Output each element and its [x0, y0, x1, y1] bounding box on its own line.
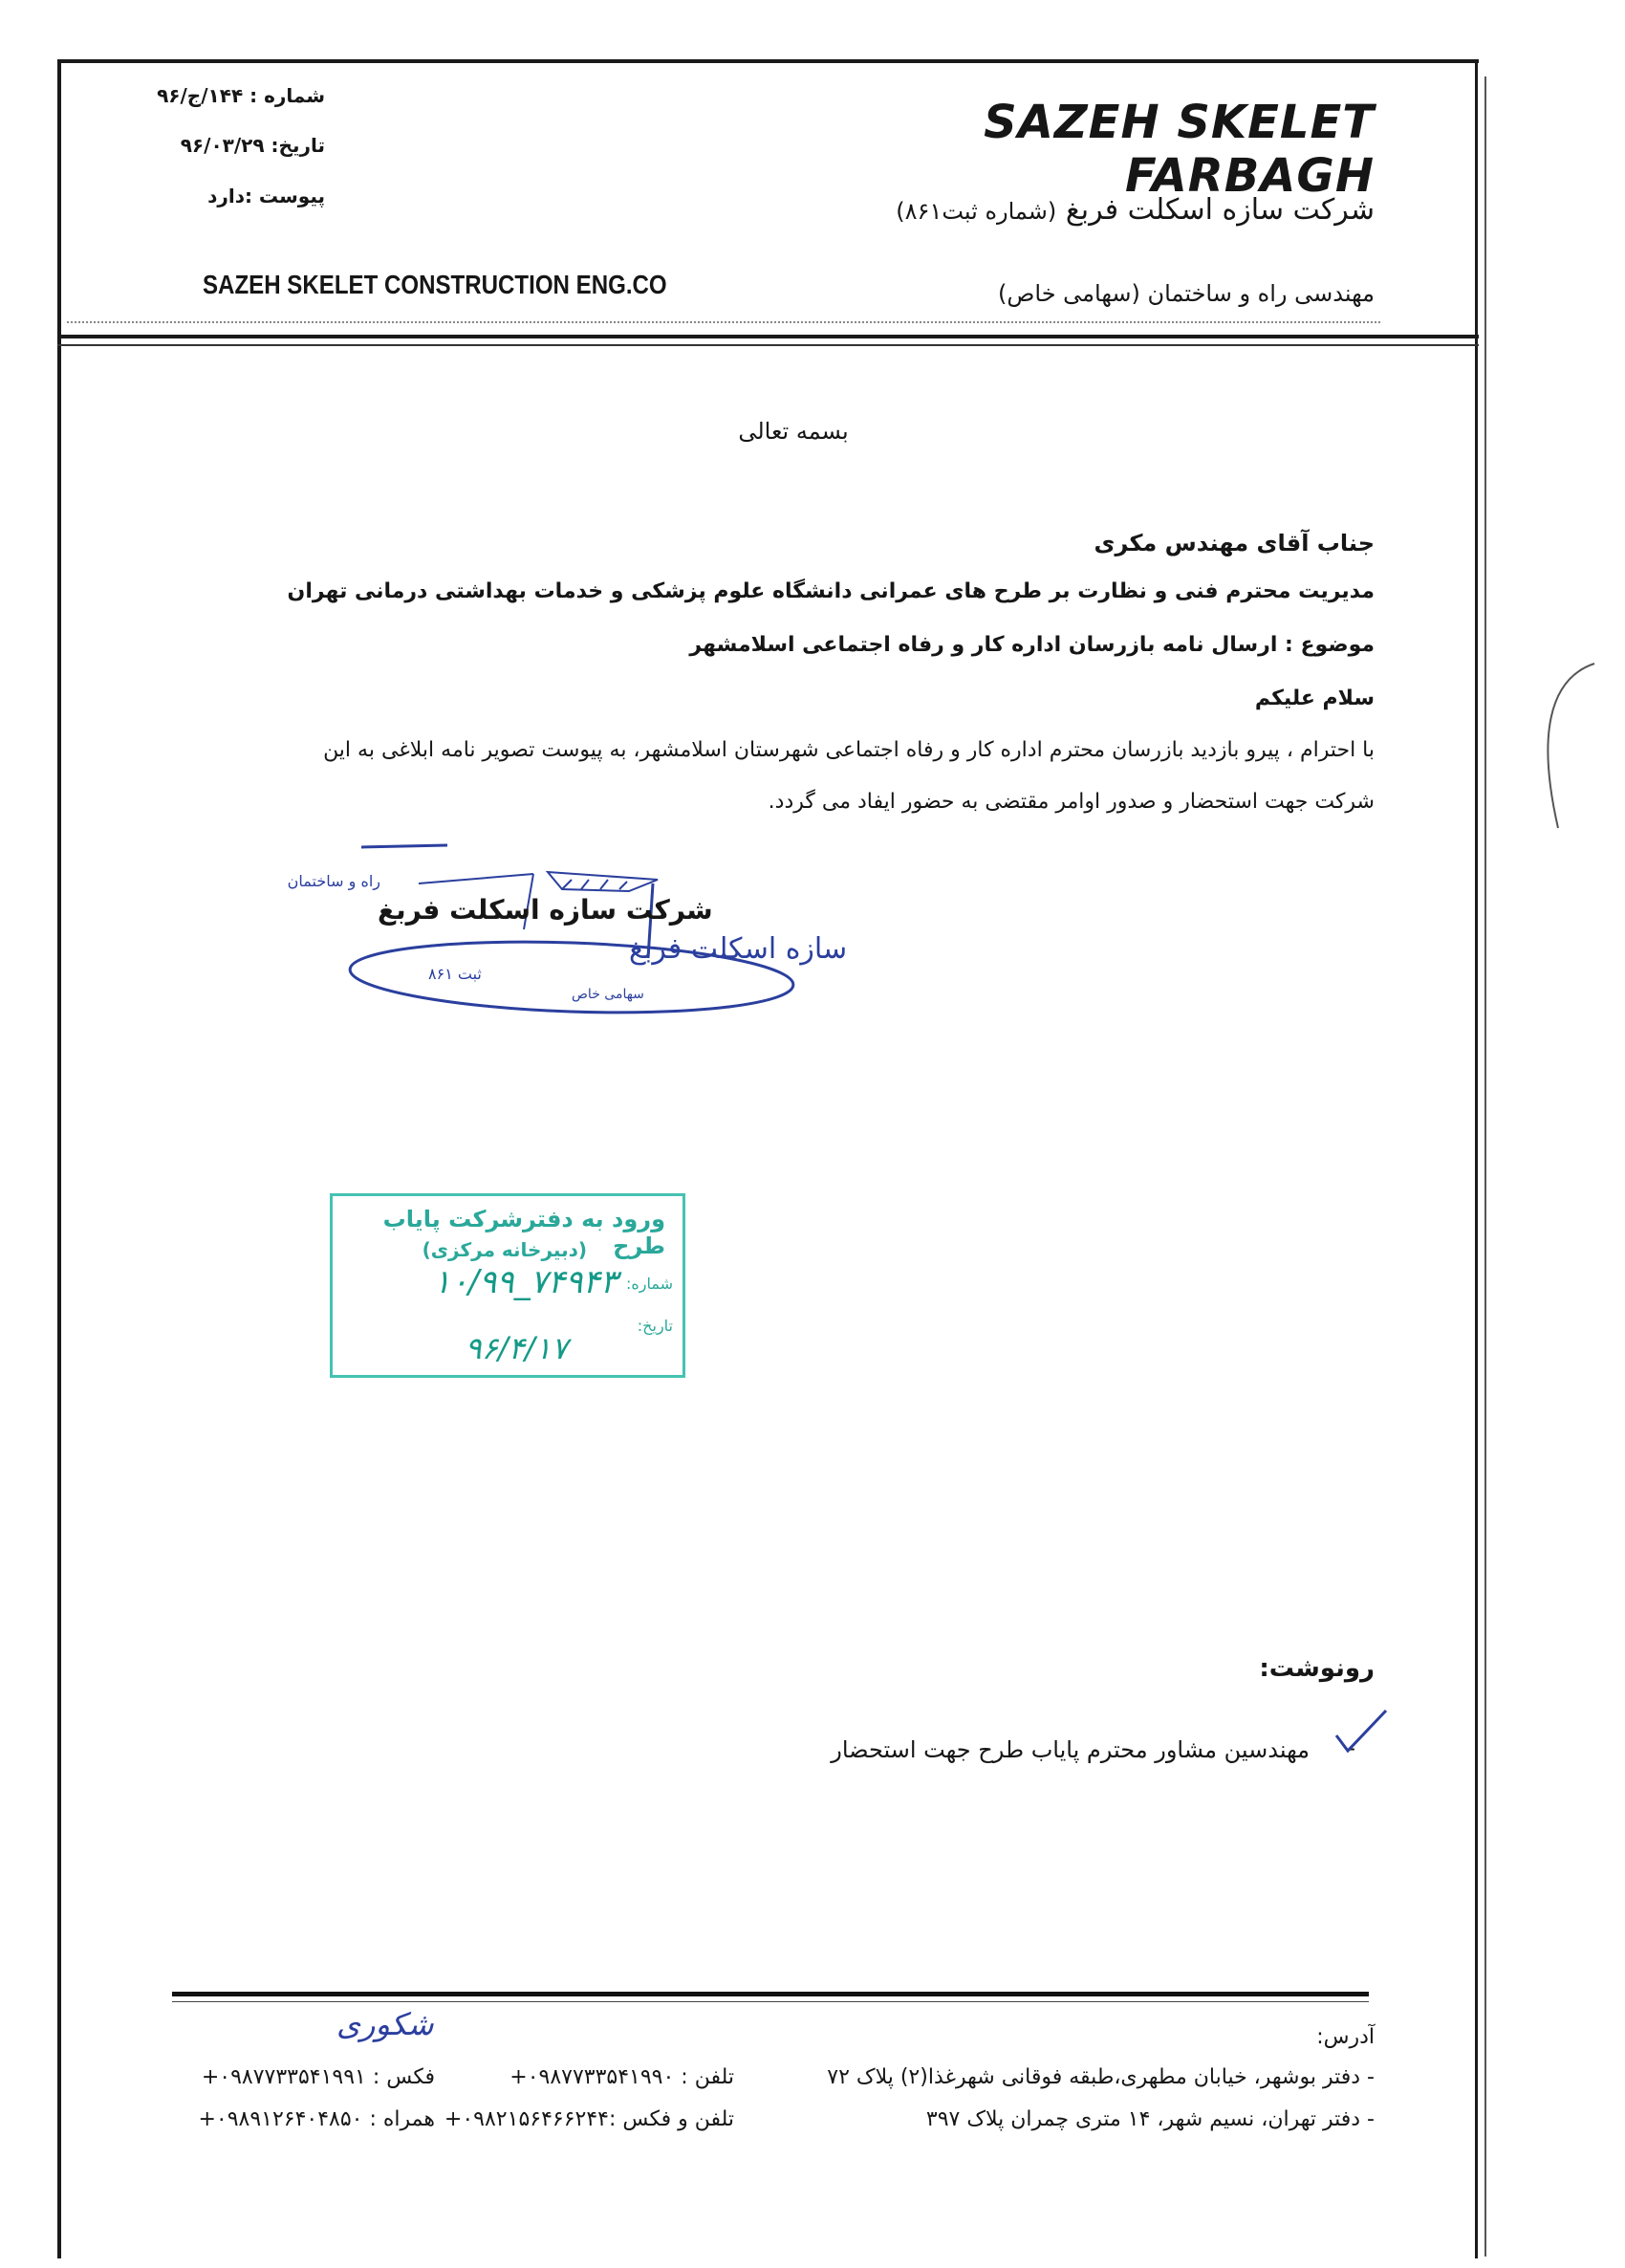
checkmark-icon: [1332, 1707, 1390, 1755]
address-label: آدرس:: [1316, 2025, 1375, 2049]
recipient-title: مدیریت محترم فنی و نظارت بر طرح های عمرانی دانشگاه علوم پزشکی و خدمات بهداشتی درمانی تهران: [287, 579, 1375, 603]
basmala: بسمه تعالی: [738, 418, 849, 445]
frame-top-border: [57, 59, 1479, 63]
header-rule: [57, 335, 1479, 338]
received-stamp-subtitle: (دبیرخانه مرکزی): [422, 1238, 587, 1261]
frame-left-border: [57, 59, 61, 2258]
greeting: سلام علیکم: [1254, 687, 1375, 710]
company-subtitle: مهندسی راه و ساختمان (سهامی خاص): [998, 280, 1375, 307]
company-name-en: SAZEH SKELET CONSTRUCTION ENG.CO: [203, 270, 667, 299]
signature: شرکت سازه اسکلت فربغ: [378, 894, 713, 926]
office-tehran-phone: تلفن و فکس :۰۹۸۲۱۵۶۴۶۶۲۴۴+: [444, 2107, 734, 2131]
punch-hole-mark: [1520, 660, 1596, 832]
registration-number: (شماره ثبت۸۶۱): [896, 198, 1057, 225]
seal-line-1: راه و ساختمان: [287, 872, 380, 890]
footer-rule: [172, 1992, 1369, 1996]
brand-name: SAZEH SKELET FARBAGH: [984, 96, 1375, 203]
handwritten-note: شکوری: [336, 2006, 434, 2042]
frame-right-border: [1475, 59, 1478, 2258]
cc-bullet: -: [1347, 1734, 1355, 1761]
frame-right-inner-border: [1484, 76, 1486, 2257]
header-rule-thin: [57, 344, 1479, 346]
body-line-1: با احترام ، پیرو بازدید بازرسان محترم اداره کار و رفاه اجتماعی شهرستان اسلامشهر، به پیوست تصویر نامه ابلاغی به این: [323, 738, 1375, 762]
received-stamp-date: ۹۶/۴/۱۷: [465, 1330, 568, 1366]
office-bushehr: - دفتر بوشهر، خیابان مطهری،طبقه فوقانی شهرغذا(۲) پلاک ۷۲: [827, 2065, 1375, 2089]
received-stamp-number-label: شماره:: [625, 1275, 673, 1293]
header-dotted-rule: [67, 321, 1380, 323]
letter-date: تاریخ: ۹۶/۰۳/۲۹: [180, 134, 325, 157]
received-stamp-title: ورود به دفترشرکت پایاب طرح: [382, 1206, 665, 1259]
body-line-2: شرکت جهت استحضار و صدور اوامر مقتضی به حضور ایفاد می گردد.: [768, 790, 1375, 814]
received-stamp-number: ۱۰/۹۹_۷۴۹۴۳: [433, 1263, 618, 1301]
footer-rule-thin: [172, 2001, 1369, 2002]
cc-label: رونوشت:: [1259, 1654, 1375, 1683]
seal-line-2: سازه اسکلت فربغ: [629, 932, 848, 966]
office-bushehr-phone: تلفن : ۰۹۸۷۷۳۳۵۴۱۹۹۰+: [509, 2065, 734, 2089]
letter-attachment: پیوست :دارد: [207, 185, 325, 207]
received-stamp: [330, 1193, 685, 1378]
cc-item: مهندسین مشاور محترم پایاب طرح جهت استحضار: [831, 1736, 1310, 1763]
seal-line-4: سهامی خاص: [572, 987, 644, 1002]
office-tehran-mobile: همراه : ۰۹۸۹۱۲۶۴۰۴۸۵۰+: [198, 2107, 435, 2131]
seal-line-3: ثبت ۸۶۱: [428, 965, 482, 983]
company-name: شرکت سازه اسکلت فربغ: [1065, 193, 1375, 227]
office-tehran: - دفتر تهران، نسیم شهر، ۱۴ متری چمران پلاک ۳۹۷: [925, 2107, 1375, 2131]
office-bushehr-fax: فکس : ۰۹۸۷۷۳۳۵۴۱۹۹۱+: [201, 2065, 435, 2089]
recipient: جناب آقای مهندس مکری: [1094, 530, 1375, 556]
letter-number: شماره : ۱۴۴/ج/۹۶: [157, 84, 325, 107]
subject: موضوع : ارسال نامه بازرسان اداره کار و رفاه اجتماعی اسلامشهر: [689, 633, 1375, 657]
received-stamp-date-label: تاریخ:: [637, 1317, 673, 1335]
company-name-fa: [705, 193, 1375, 227]
